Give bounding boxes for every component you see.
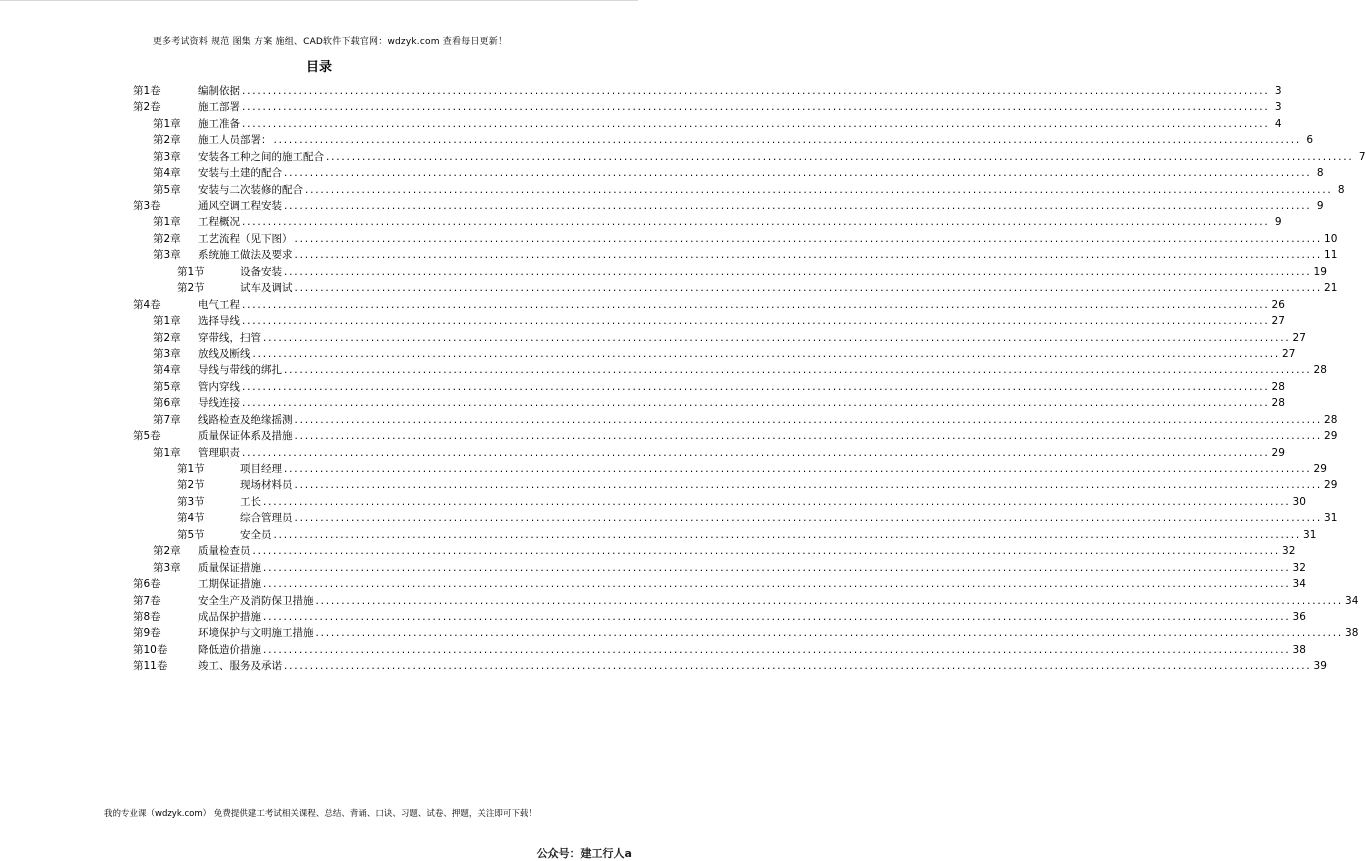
toc-entry-number: 第2章 [153, 545, 181, 558]
toc-entry-number: 第3章 [153, 347, 181, 360]
toc-entry[interactable] [133, 625, 1359, 641]
toc-entry[interactable] [133, 198, 1324, 214]
toc-entry-page: 9 [1316, 200, 1324, 213]
toc-entry-number: 第1章 [153, 315, 181, 328]
toc-entry-number: 第5节 [177, 528, 205, 541]
toc-dot-leader: ........................................................................................................................................................................................................ [284, 364, 1312, 377]
toc-entry-number: 第9卷 [133, 627, 161, 640]
toc-entry[interactable] [133, 609, 1306, 625]
toc-entry-page: 4 [1274, 117, 1282, 130]
toc-entry-title: 工期保证措施 [198, 578, 261, 591]
toc-dot-leader: ........................................................................................................................................................................................................ [242, 397, 1270, 410]
wechat-watermark: 公众号：建工行人a [536, 847, 632, 860]
toc-dot-leader: ........................................................................................................................................................................................................ [326, 150, 1354, 163]
toc-entry-title: 质量保证体系及措施 [198, 430, 293, 443]
toc-entry-title: 安装与二次装修的配合 [198, 183, 303, 196]
header-note: 更多考试资料 规范 图集 方案 施组、CAD软件下载官网：wdzyk.com 查看每日更新！ [152, 37, 508, 47]
toc-entry-title: 管内穿线 [198, 380, 240, 393]
toc-entry-page: 32 [1292, 561, 1306, 574]
toc-entry-number: 第10卷 [133, 643, 168, 656]
toc-entry-number: 第4卷 [133, 298, 161, 311]
toc-entry-title: 试车及调试 [240, 282, 293, 295]
toc-entry-page: 27 [1292, 331, 1306, 344]
toc-entry-page: 39 [1313, 660, 1327, 673]
toc-entry-page: 28 [1271, 380, 1285, 393]
toc-entry[interactable] [133, 560, 1306, 576]
toc-entry-title: 管理职责 [198, 446, 240, 459]
toc-entry-page: 8 [1337, 183, 1345, 196]
toc-entry-page: 19 [1313, 265, 1327, 278]
toc-dot-leader: ........................................................................................................................................................................................................ [242, 298, 1270, 311]
toc-entry-page: 26 [1271, 298, 1285, 311]
toc-entry-page: 3 [1274, 101, 1282, 114]
toc-dot-leader: ........................................................................................................................................................................................................ [273, 528, 1302, 541]
toc-entry[interactable] [133, 99, 1282, 115]
toc-entry[interactable] [133, 445, 1285, 461]
toc-entry-title: 安装与土建的配合 [198, 167, 282, 180]
toc-entry-title: 线路检查及绝缘摇测 [198, 413, 293, 426]
toc-entry[interactable] [133, 412, 1338, 428]
toc-entry[interactable] [133, 132, 1314, 148]
toc-entry-title: 项目经理 [240, 463, 282, 476]
toc-dot-leader: ........................................................................................................................................................................................................ [315, 627, 1344, 640]
toc-entry[interactable] [133, 247, 1338, 263]
toc-entry-number: 第4章 [153, 364, 181, 377]
toc-entry-title: 放线及断线 [198, 347, 251, 360]
toc-entry-title: 工艺流程（见下图） [198, 232, 293, 245]
toc-entry[interactable] [133, 346, 1296, 362]
toc-dot-leader: ........................................................................................................................................................................................................ [315, 594, 1344, 607]
toc-entry-title: 电气工程 [198, 298, 240, 311]
toc-entry[interactable] [133, 461, 1327, 477]
toc-entry-number: 第1卷 [133, 84, 161, 97]
toc-entry[interactable] [133, 642, 1306, 658]
toc-entry[interactable] [133, 494, 1306, 510]
toc-entry-title: 选择导线 [198, 315, 240, 328]
toc-entry-title: 现场材料员 [240, 479, 293, 492]
toc-entry-number: 第8卷 [133, 610, 161, 623]
toc-dot-leader: ........................................................................................................................................................................................................ [242, 380, 1270, 393]
toc-dot-leader: ........................................................................................................................................................................................................ [305, 183, 1333, 196]
toc-entry-number: 第1章 [153, 446, 181, 459]
toc-entry-number: 第7章 [153, 413, 181, 426]
toc-entry[interactable] [133, 658, 1327, 674]
toc-entry-title: 穿带线，扫管 [198, 331, 261, 344]
toc-dot-leader: ........................................................................................................................................................................................................ [242, 117, 1270, 130]
toc-entry-page: 38 [1345, 627, 1359, 640]
toc-dot-leader: ........................................................................................................................................................................................................ [284, 200, 1312, 213]
toc-entry-number: 第3卷 [133, 200, 161, 213]
toc-entry-page: 36 [1292, 610, 1306, 623]
toc-dot-leader: ........................................................................................................................................................................................................ [263, 331, 1291, 344]
toc-dot-leader: ........................................................................................................................................................................................................ [263, 610, 1291, 623]
toc-entry[interactable] [133, 576, 1306, 592]
toc-entry-title: 导线与带线的绑扎 [198, 364, 282, 377]
toc-entry[interactable] [133, 379, 1285, 395]
toc-entry-page: 9 [1274, 216, 1282, 229]
toc-dot-leader: ........................................................................................................................................................................................................ [242, 216, 1270, 229]
toc-entry[interactable] [133, 264, 1327, 280]
toc-entry-page: 28 [1313, 364, 1327, 377]
toc-entry-title: 安全生产及消防保卫措施 [198, 594, 314, 607]
toc-entry[interactable] [133, 395, 1285, 411]
toc-dot-leader: ........................................................................................................................................................................................................ [294, 232, 1323, 245]
toc-entry-title: 竣工、服务及承诺 [198, 660, 282, 673]
toc-entry-page: 11 [1324, 249, 1338, 262]
toc-entry-title: 系统施工做法及要求 [198, 249, 293, 262]
toc-entry-number: 第2章 [153, 232, 181, 245]
toc-entry[interactable] [133, 231, 1338, 247]
toc-dot-leader: ........................................................................................................................................................................................................ [294, 430, 1323, 443]
page-title: 目录 [305, 60, 332, 75]
toc-dot-leader: ........................................................................................................................................................................................................ [242, 315, 1270, 328]
toc-entry-title: 安全员 [240, 528, 272, 541]
toc-entry-number: 第4节 [177, 512, 205, 525]
toc-entry-page: 6 [1306, 134, 1314, 147]
toc-entry-number: 第2章 [153, 134, 181, 147]
toc-entry[interactable] [133, 313, 1285, 329]
toc-dot-leader: ........................................................................................................................................................................................................ [294, 479, 1323, 492]
toc-dot-leader: ........................................................................................................................................................................................................ [284, 463, 1312, 476]
toc-entry-title: 工程概况 [198, 216, 240, 229]
toc-entry-number: 第11卷 [133, 660, 168, 673]
toc-entry-number: 第2节 [177, 282, 205, 295]
toc-entry-title: 施工准备 [198, 117, 240, 130]
toc-dot-leader: ........................................................................................................................................................................................................ [242, 84, 1270, 97]
toc-dot-leader: ........................................................................................................................................................................................................ [284, 167, 1312, 180]
toc-dot-leader: ........................................................................................................................................................................................................ [263, 578, 1291, 591]
toc-entry-number: 第2章 [153, 331, 181, 344]
toc-entry-number: 第1章 [153, 216, 181, 229]
toc-entry[interactable] [133, 83, 1282, 99]
toc-entry-page: 21 [1324, 282, 1338, 295]
toc-entry-title: 设备安装 [240, 265, 282, 278]
toc-entry-page: 29 [1271, 446, 1285, 459]
toc-entry-title: 质量保证措施 [198, 561, 261, 574]
page-top-edge [0, 0, 638, 1]
table-of-contents [133, 83, 1366, 675]
toc-entry-title: 工长 [240, 495, 261, 508]
toc-entry-number: 第5卷 [133, 430, 161, 443]
toc-entry-title: 通风空调工程安装 [198, 200, 282, 213]
toc-entry-page: 27 [1282, 347, 1296, 360]
toc-entry[interactable] [133, 593, 1359, 609]
toc-dot-leader: ........................................................................................................................................................................................................ [273, 134, 1302, 147]
toc-entry-number: 第2卷 [133, 101, 161, 114]
toc-dot-leader: ........................................................................................................................................................................................................ [294, 413, 1323, 426]
toc-entry[interactable] [133, 527, 1317, 543]
toc-entry[interactable] [133, 116, 1282, 132]
toc-entry[interactable] [133, 165, 1324, 181]
toc-entry[interactable] [133, 362, 1327, 378]
toc-entry-title: 环境保护与文明施工措施 [198, 627, 314, 640]
toc-entry-title: 导线连接 [198, 397, 240, 410]
toc-entry-page: 32 [1282, 545, 1296, 558]
toc-dot-leader: ........................................................................................................................................................................................................ [284, 660, 1312, 673]
toc-dot-leader: ........................................................................................................................................................................................................ [294, 512, 1323, 525]
toc-entry[interactable] [133, 182, 1345, 198]
toc-entry-page: 28 [1324, 413, 1338, 426]
toc-entry-number: 第7卷 [133, 594, 161, 607]
toc-entry-number: 第6章 [153, 397, 181, 410]
toc-entry[interactable] [133, 510, 1338, 526]
toc-entry-number: 第1节 [177, 463, 205, 476]
toc-entry[interactable] [133, 297, 1285, 313]
toc-entry-page: 3 [1274, 84, 1282, 97]
toc-dot-leader: ........................................................................................................................................................................................................ [263, 495, 1291, 508]
toc-dot-leader: ........................................................................................................................................................................................................ [284, 265, 1312, 278]
toc-dot-leader: ........................................................................................................................................................................................................ [242, 446, 1270, 459]
footer-note: 我的专业课（wdzyk.com） 免费提供建工考试相关课程、总结、背诵、口诀、习题、试卷、押题，关注即可下载！ [104, 809, 537, 819]
toc-entry-number: 第3章 [153, 249, 181, 262]
toc-entry-page: 7 [1358, 150, 1366, 163]
toc-entry-number: 第3节 [177, 495, 205, 508]
toc-entry-title: 成品保护措施 [198, 610, 261, 623]
toc-dot-leader: ........................................................................................................................................................................................................ [252, 347, 1281, 360]
toc-entry[interactable] [133, 215, 1282, 231]
toc-entry-number: 第1节 [177, 265, 205, 278]
toc-dot-leader: ........................................................................................................................................................................................................ [263, 561, 1291, 574]
toc-entry-number: 第4章 [153, 167, 181, 180]
toc-entry-page: 34 [1292, 578, 1306, 591]
toc-entry-title: 安装各工种之间的施工配合 [198, 150, 324, 163]
toc-entry[interactable] [133, 280, 1338, 296]
toc-entry-page: 27 [1271, 315, 1285, 328]
toc-entry-title: 施工人员部署： [198, 134, 272, 147]
toc-entry-page: 8 [1316, 167, 1324, 180]
toc-entry[interactable] [133, 543, 1296, 559]
toc-entry-page: 38 [1292, 643, 1306, 656]
toc-entry[interactable] [133, 330, 1306, 346]
toc-entry-page: 29 [1324, 479, 1338, 492]
toc-entry-page: 29 [1313, 463, 1327, 476]
toc-entry-page: 10 [1324, 232, 1338, 245]
toc-entry-number: 第2节 [177, 479, 205, 492]
toc-dot-leader: ........................................................................................................................................................................................................ [242, 101, 1270, 114]
toc-dot-leader: ........................................................................................................................................................................................................ [252, 545, 1281, 558]
toc-entry-number: 第5章 [153, 380, 181, 393]
toc-dot-leader: ........................................................................................................................................................................................................ [294, 249, 1323, 262]
toc-entry-number: 第3章 [153, 561, 181, 574]
toc-entry-number: 第3章 [153, 150, 181, 163]
toc-entry-page: 31 [1303, 528, 1317, 541]
toc-entry-page: 30 [1292, 495, 1306, 508]
toc-entry[interactable] [133, 428, 1338, 444]
toc-dot-leader: ........................................................................................................................................................................................................ [294, 282, 1323, 295]
toc-entry[interactable] [133, 149, 1366, 165]
toc-entry-page: 31 [1324, 512, 1338, 525]
toc-entry-number: 第5章 [153, 183, 181, 196]
toc-entry[interactable] [133, 478, 1338, 494]
toc-dot-leader: ........................................................................................................................................................................................................ [263, 643, 1291, 656]
toc-entry-title: 编制依据 [198, 84, 240, 97]
toc-entry-title: 施工部署 [198, 101, 240, 114]
toc-entry-page: 29 [1324, 430, 1338, 443]
toc-entry-title: 降低造价措施 [198, 643, 261, 656]
toc-entry-page: 34 [1345, 594, 1359, 607]
toc-entry-number: 第1章 [153, 117, 181, 130]
toc-entry-number: 第6卷 [133, 578, 161, 591]
toc-entry-title: 质量检查员 [198, 545, 251, 558]
toc-entry-title: 综合管理员 [240, 512, 293, 525]
toc-entry-page: 28 [1271, 397, 1285, 410]
